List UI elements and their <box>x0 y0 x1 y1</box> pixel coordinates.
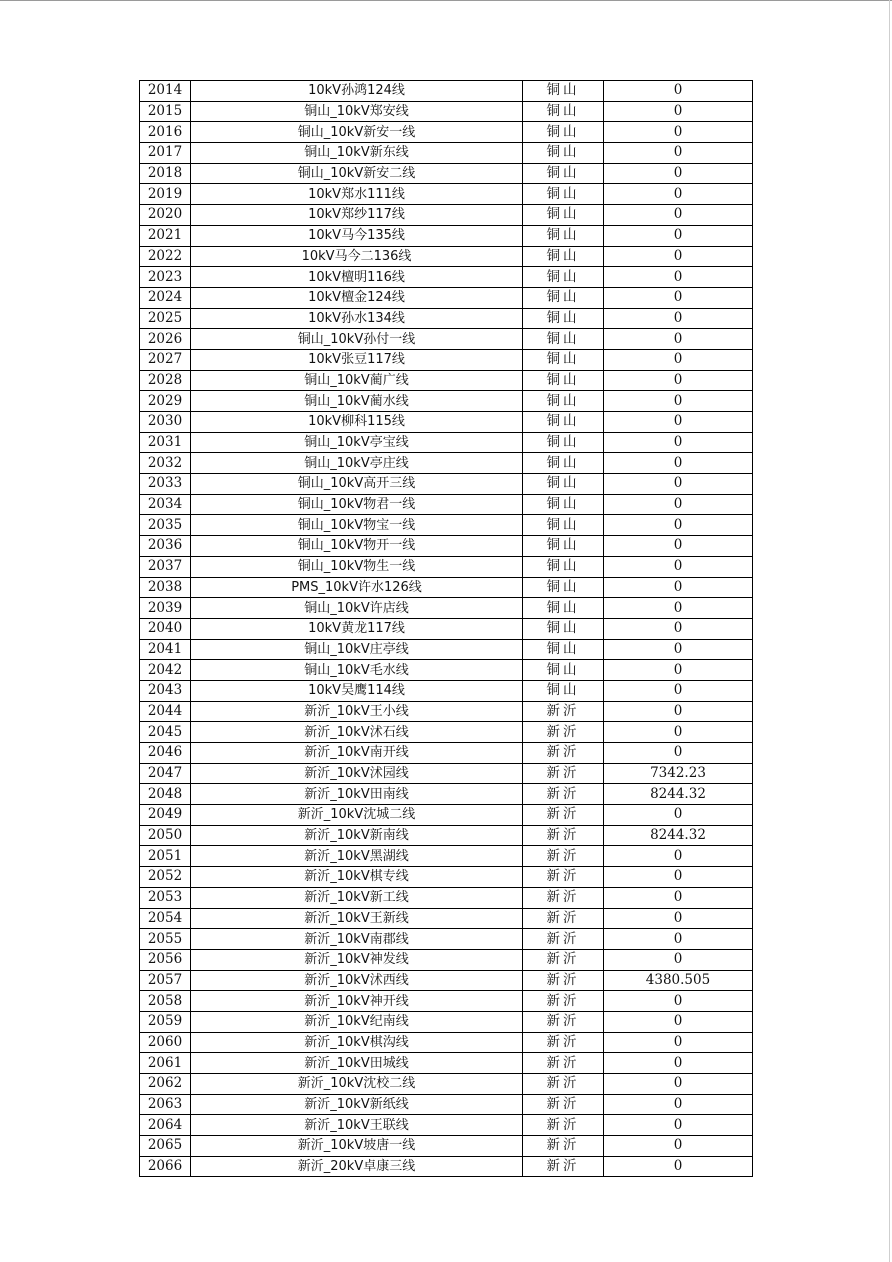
row-index-cell: 2050 <box>140 825 191 846</box>
line-name-cell: 铜山_10kV新安一线 <box>191 122 523 143</box>
line-name-cell: 10kV郑水111线 <box>191 184 523 205</box>
region-cell: 新沂 <box>523 908 604 929</box>
table-row <box>140 743 753 764</box>
row-index-cell: 2033 <box>140 474 191 495</box>
table-row <box>140 1053 753 1074</box>
value-cell: 0 <box>604 887 753 908</box>
line-name-cell: 新沂_10kV田南线 <box>191 784 523 805</box>
table-row <box>140 846 753 867</box>
row-index-cell: 2049 <box>140 805 191 826</box>
row-index-cell: 2026 <box>140 329 191 350</box>
table-row <box>140 598 753 619</box>
value-cell: 0 <box>604 598 753 619</box>
region-cell: 铜山 <box>523 329 604 350</box>
region-cell: 铜山 <box>523 101 604 122</box>
table-row <box>140 122 753 143</box>
row-index-cell: 2019 <box>140 184 191 205</box>
region-cell: 铜山 <box>523 577 604 598</box>
row-index-cell: 2060 <box>140 1032 191 1053</box>
region-cell: 铜山 <box>523 122 604 143</box>
row-index-cell: 2024 <box>140 287 191 308</box>
row-index-cell: 2046 <box>140 743 191 764</box>
region-cell: 铜山 <box>523 163 604 184</box>
line-name-cell: 新沂_10kV新工线 <box>191 887 523 908</box>
region-cell: 铜山 <box>523 536 604 557</box>
line-name-cell: 铜山_10kV蔺广线 <box>191 370 523 391</box>
value-cell: 8244.32 <box>604 825 753 846</box>
region-cell: 铜山 <box>523 81 604 102</box>
region-cell: 新沂 <box>523 763 604 784</box>
region-cell: 铜山 <box>523 639 604 660</box>
line-name-cell: 铜山_10kV毛水线 <box>191 660 523 681</box>
value-cell: 0 <box>604 81 753 102</box>
line-name-cell: 新沂_10kV王联线 <box>191 1115 523 1136</box>
line-name-cell: 10kV马今二136线 <box>191 246 523 267</box>
value-cell: 0 <box>604 143 753 164</box>
region-cell: 新沂 <box>523 825 604 846</box>
row-index-cell: 2037 <box>140 556 191 577</box>
region-cell: 新沂 <box>523 929 604 950</box>
line-name-cell: 铜山_10kV物宝一线 <box>191 515 523 536</box>
value-cell: 0 <box>604 432 753 453</box>
row-index-cell: 2042 <box>140 660 191 681</box>
line-name-cell: 新沂_10kV王小线 <box>191 701 523 722</box>
row-index-cell: 2028 <box>140 370 191 391</box>
row-index-cell: 2036 <box>140 536 191 557</box>
value-cell: 0 <box>604 474 753 495</box>
value-cell: 0 <box>604 660 753 681</box>
table-row <box>140 308 753 329</box>
row-index-cell: 2015 <box>140 101 191 122</box>
line-name-cell: 铜山_10kV高开三线 <box>191 474 523 495</box>
region-cell: 新沂 <box>523 722 604 743</box>
line-name-cell: 10kV檀明116线 <box>191 267 523 288</box>
row-index-cell: 2062 <box>140 1074 191 1095</box>
region-cell: 新沂 <box>523 743 604 764</box>
row-index-cell: 2041 <box>140 639 191 660</box>
row-index-cell: 2066 <box>140 1156 191 1177</box>
region-cell: 铜山 <box>523 287 604 308</box>
line-name-cell: 10kV檀金124线 <box>191 287 523 308</box>
region-cell: 铜山 <box>523 184 604 205</box>
row-index-cell: 2017 <box>140 143 191 164</box>
row-index-cell: 2038 <box>140 577 191 598</box>
line-name-cell: 新沂_10kV黑湖线 <box>191 846 523 867</box>
region-cell: 铜山 <box>523 308 604 329</box>
region-cell: 铜山 <box>523 432 604 453</box>
region-cell: 新沂 <box>523 887 604 908</box>
row-index-cell: 2023 <box>140 267 191 288</box>
table-row <box>140 287 753 308</box>
table-row <box>140 370 753 391</box>
row-index-cell: 2043 <box>140 680 191 701</box>
table-row <box>140 867 753 888</box>
line-name-cell: 铜山_10kV物君一线 <box>191 494 523 515</box>
table-row <box>140 1115 753 1136</box>
region-cell: 铜山 <box>523 474 604 495</box>
row-index-cell: 2058 <box>140 991 191 1012</box>
region-cell: 新沂 <box>523 1053 604 1074</box>
value-cell: 0 <box>604 1074 753 1095</box>
region-cell: 铜山 <box>523 267 604 288</box>
line-name-cell: 新沂_10kV南开线 <box>191 743 523 764</box>
table-row <box>140 184 753 205</box>
line-name-cell: 铜山_10kV物开一线 <box>191 536 523 557</box>
line-name-cell: 新沂_10kV纪南线 <box>191 1011 523 1032</box>
region-cell: 新沂 <box>523 970 604 991</box>
row-index-cell: 2061 <box>140 1053 191 1074</box>
value-cell: 0 <box>604 308 753 329</box>
region-cell: 新沂 <box>523 1136 604 1157</box>
table-row <box>140 908 753 929</box>
line-name-cell: 新沂_10kV棋专线 <box>191 867 523 888</box>
row-index-cell: 2059 <box>140 1011 191 1032</box>
region-cell: 铜山 <box>523 453 604 474</box>
table-row <box>140 163 753 184</box>
table-body <box>140 81 753 1177</box>
table-row <box>140 784 753 805</box>
value-cell: 0 <box>604 722 753 743</box>
value-cell: 0 <box>604 163 753 184</box>
table-row <box>140 329 753 350</box>
table-row <box>140 577 753 598</box>
line-name-cell: 新沂_10kV沈校二线 <box>191 1074 523 1095</box>
table-row <box>140 722 753 743</box>
table-row <box>140 494 753 515</box>
line-name-cell: 新沂_10kV新纸线 <box>191 1094 523 1115</box>
region-cell: 新沂 <box>523 1074 604 1095</box>
region-cell: 新沂 <box>523 1011 604 1032</box>
value-cell: 0 <box>604 577 753 598</box>
table-row <box>140 81 753 102</box>
value-cell: 0 <box>604 1115 753 1136</box>
value-cell: 0 <box>604 1094 753 1115</box>
region-cell: 新沂 <box>523 701 604 722</box>
row-index-cell: 2029 <box>140 391 191 412</box>
row-index-cell: 2021 <box>140 225 191 246</box>
value-cell: 0 <box>604 556 753 577</box>
row-index-cell: 2034 <box>140 494 191 515</box>
line-name-cell: 新沂_10kV神发线 <box>191 949 523 970</box>
value-cell: 0 <box>604 494 753 515</box>
region-cell: 铜山 <box>523 494 604 515</box>
row-index-cell: 2064 <box>140 1115 191 1136</box>
value-cell: 8244.32 <box>604 784 753 805</box>
value-cell: 0 <box>604 391 753 412</box>
value-cell: 0 <box>604 949 753 970</box>
table-row <box>140 143 753 164</box>
value-cell: 0 <box>604 1053 753 1074</box>
table-row <box>140 515 753 536</box>
row-index-cell: 2045 <box>140 722 191 743</box>
value-cell: 0 <box>604 122 753 143</box>
row-index-cell: 2035 <box>140 515 191 536</box>
value-cell: 0 <box>604 515 753 536</box>
row-index-cell: 2054 <box>140 908 191 929</box>
line-name-cell: 铜山_10kV许店线 <box>191 598 523 619</box>
value-cell: 0 <box>604 805 753 826</box>
line-name-cell: 铜山_10kV新东线 <box>191 143 523 164</box>
row-index-cell: 2018 <box>140 163 191 184</box>
line-name-cell: 10kV张豆117线 <box>191 349 523 370</box>
region-cell: 新沂 <box>523 867 604 888</box>
page-top-border <box>0 0 892 1</box>
region-cell: 新沂 <box>523 1094 604 1115</box>
table-row <box>140 1032 753 1053</box>
row-index-cell: 2052 <box>140 867 191 888</box>
row-index-cell: 2031 <box>140 432 191 453</box>
line-name-cell: 新沂_10kV坡唐一线 <box>191 1136 523 1157</box>
row-index-cell: 2014 <box>140 81 191 102</box>
line-name-cell: 新沂_10kV沈城二线 <box>191 805 523 826</box>
table-row <box>140 432 753 453</box>
region-cell: 铜山 <box>523 618 604 639</box>
table-row <box>140 825 753 846</box>
line-name-cell: 10kV马今135线 <box>191 225 523 246</box>
value-cell: 0 <box>604 453 753 474</box>
value-cell: 0 <box>604 1136 753 1157</box>
line-name-cell: 新沂_10kV棋沟线 <box>191 1032 523 1053</box>
table-row <box>140 949 753 970</box>
value-cell: 0 <box>604 349 753 370</box>
value-cell: 0 <box>604 639 753 660</box>
value-cell: 0 <box>604 929 753 950</box>
value-cell: 0 <box>604 1032 753 1053</box>
row-index-cell: 2048 <box>140 784 191 805</box>
line-name-cell: 新沂_10kV田城线 <box>191 1053 523 1074</box>
value-cell: 0 <box>604 205 753 226</box>
value-cell: 0 <box>604 1011 753 1032</box>
region-cell: 铜山 <box>523 556 604 577</box>
page-right-edge <box>889 0 890 1262</box>
table-row <box>140 1074 753 1095</box>
table-row <box>140 618 753 639</box>
row-index-cell: 2022 <box>140 246 191 267</box>
table-row <box>140 1011 753 1032</box>
value-cell: 0 <box>604 412 753 433</box>
line-name-cell: 铜山_10kV物生一线 <box>191 556 523 577</box>
table-row <box>140 929 753 950</box>
region-cell: 新沂 <box>523 846 604 867</box>
table-row <box>140 1156 753 1177</box>
region-cell: 新沂 <box>523 991 604 1012</box>
table-row <box>140 453 753 474</box>
value-cell: 0 <box>604 329 753 350</box>
line-data-table <box>139 80 753 1177</box>
value-cell: 0 <box>604 991 753 1012</box>
table-row <box>140 267 753 288</box>
table-row <box>140 225 753 246</box>
row-index-cell: 2063 <box>140 1094 191 1115</box>
region-cell: 铜山 <box>523 143 604 164</box>
region-cell: 新沂 <box>523 1115 604 1136</box>
value-cell: 7342.23 <box>604 763 753 784</box>
line-name-cell: 新沂_10kV南郡线 <box>191 929 523 950</box>
table-row <box>140 246 753 267</box>
region-cell: 铜山 <box>523 205 604 226</box>
value-cell: 0 <box>604 370 753 391</box>
line-name-cell: 10kV吴鹰114线 <box>191 680 523 701</box>
region-cell: 新沂 <box>523 1156 604 1177</box>
value-cell: 0 <box>604 618 753 639</box>
region-cell: 铜山 <box>523 680 604 701</box>
line-name-cell: 铜山_10kV蔺水线 <box>191 391 523 412</box>
value-cell: 0 <box>604 536 753 557</box>
line-name-cell: 铜山_10kV郑安线 <box>191 101 523 122</box>
line-name-cell: 铜山_10kV新安二线 <box>191 163 523 184</box>
line-name-cell: 新沂_10kV新南线 <box>191 825 523 846</box>
table-row <box>140 763 753 784</box>
value-cell: 0 <box>604 846 753 867</box>
row-index-cell: 2020 <box>140 205 191 226</box>
line-name-cell: 10kV孙鸿124线 <box>191 81 523 102</box>
line-name-cell: 新沂_10kV神开线 <box>191 991 523 1012</box>
table-row <box>140 680 753 701</box>
table-row <box>140 887 753 908</box>
region-cell: 新沂 <box>523 949 604 970</box>
row-index-cell: 2027 <box>140 349 191 370</box>
value-cell: 0 <box>604 1156 753 1177</box>
row-index-cell: 2040 <box>140 618 191 639</box>
region-cell: 铜山 <box>523 391 604 412</box>
value-cell: 0 <box>604 184 753 205</box>
line-name-cell: 10kV黄龙117线 <box>191 618 523 639</box>
value-cell: 0 <box>604 101 753 122</box>
row-index-cell: 2039 <box>140 598 191 619</box>
table-row <box>140 391 753 412</box>
row-index-cell: 2055 <box>140 929 191 950</box>
line-name-cell: 铜山_10kV庄亭线 <box>191 639 523 660</box>
region-cell: 铜山 <box>523 412 604 433</box>
value-cell: 0 <box>604 246 753 267</box>
value-cell: 0 <box>604 267 753 288</box>
row-index-cell: 2056 <box>140 949 191 970</box>
value-cell: 0 <box>604 743 753 764</box>
value-cell: 0 <box>604 701 753 722</box>
table-row <box>140 970 753 991</box>
table-row <box>140 205 753 226</box>
table-row <box>140 991 753 1012</box>
region-cell: 铜山 <box>523 246 604 267</box>
row-index-cell: 2053 <box>140 887 191 908</box>
row-index-cell: 2044 <box>140 701 191 722</box>
table-row <box>140 412 753 433</box>
region-cell: 新沂 <box>523 1032 604 1053</box>
line-name-cell: 10kV孙水134线 <box>191 308 523 329</box>
region-cell: 铜山 <box>523 598 604 619</box>
line-name-cell: 10kV柳科115线 <box>191 412 523 433</box>
value-cell: 0 <box>604 225 753 246</box>
region-cell: 铜山 <box>523 349 604 370</box>
row-index-cell: 2032 <box>140 453 191 474</box>
line-name-cell: 新沂_20kV卓康三线 <box>191 1156 523 1177</box>
table-row <box>140 1136 753 1157</box>
value-cell: 0 <box>604 867 753 888</box>
row-index-cell: 2057 <box>140 970 191 991</box>
table-row <box>140 474 753 495</box>
line-name-cell: 新沂_10kV王新线 <box>191 908 523 929</box>
row-index-cell: 2030 <box>140 412 191 433</box>
table-row <box>140 1094 753 1115</box>
table-row <box>140 701 753 722</box>
row-index-cell: 2065 <box>140 1136 191 1157</box>
line-name-cell: 10kV郑纱117线 <box>191 205 523 226</box>
row-index-cell: 2047 <box>140 763 191 784</box>
row-index-cell: 2051 <box>140 846 191 867</box>
line-name-cell: 新沂_10kV沭石线 <box>191 722 523 743</box>
region-cell: 铜山 <box>523 515 604 536</box>
line-name-cell: PMS_10kV许水126线 <box>191 577 523 598</box>
value-cell: 0 <box>604 908 753 929</box>
value-cell: 0 <box>604 287 753 308</box>
region-cell: 铜山 <box>523 370 604 391</box>
region-cell: 新沂 <box>523 805 604 826</box>
table-row <box>140 805 753 826</box>
line-name-cell: 铜山_10kV孙付一线 <box>191 329 523 350</box>
table-row <box>140 536 753 557</box>
table-row <box>140 660 753 681</box>
line-name-cell: 新沂_10kV沭园线 <box>191 763 523 784</box>
value-cell: 4380.505 <box>604 970 753 991</box>
line-name-cell: 铜山_10kV亭庄线 <box>191 453 523 474</box>
region-cell: 铜山 <box>523 225 604 246</box>
table-row <box>140 639 753 660</box>
line-name-cell: 新沂_10kV沭西线 <box>191 970 523 991</box>
line-name-cell: 铜山_10kV亭宝线 <box>191 432 523 453</box>
row-index-cell: 2016 <box>140 122 191 143</box>
region-cell: 铜山 <box>523 660 604 681</box>
value-cell: 0 <box>604 680 753 701</box>
table-row <box>140 556 753 577</box>
table-row <box>140 349 753 370</box>
region-cell: 新沂 <box>523 784 604 805</box>
table-row <box>140 101 753 122</box>
row-index-cell: 2025 <box>140 308 191 329</box>
